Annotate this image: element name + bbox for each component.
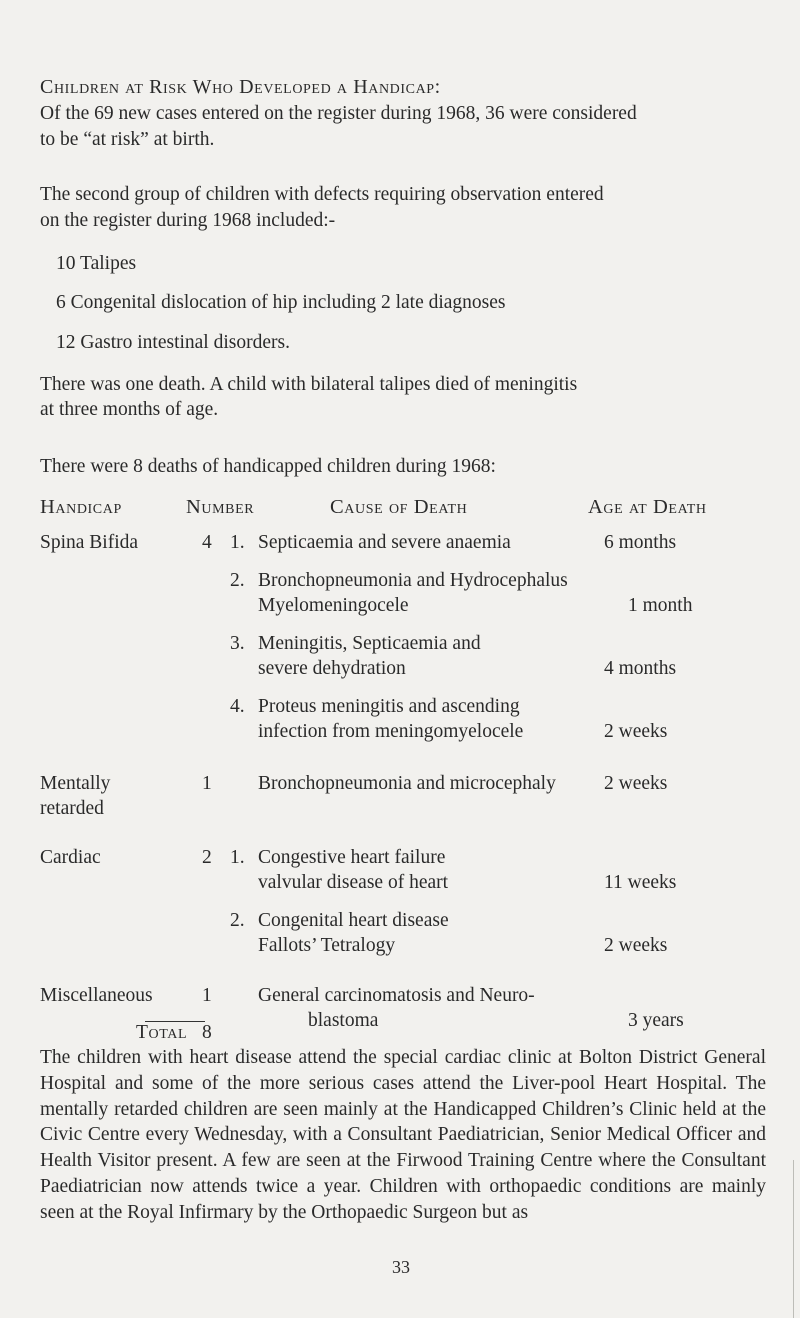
cause-text: Bronchopneumonia and Hydrocephalus (258, 570, 568, 591)
intro-line-2: to be “at risk” at birth. (40, 129, 215, 150)
defect-item: 10 Talipes (56, 253, 137, 274)
cause-number: 4. (230, 696, 245, 717)
number-mentally-retarded: 1 (202, 773, 212, 794)
cause-text: Bronchopneumonia and microcephaly (258, 773, 556, 794)
age-at-death: 6 months (604, 532, 677, 553)
handicap-spina-bifida: Spina Bifida (40, 532, 139, 553)
total-value: 8 (202, 1022, 212, 1043)
col-header-cause: Cause of Death (330, 496, 468, 518)
number-cardiac: 2 (202, 847, 212, 868)
cause-text: Proteus meningitis and ascending (258, 696, 520, 717)
cause-text: General carcinomatosis and Neuro- (258, 985, 535, 1006)
col-header-handicap: Handicap (40, 496, 122, 518)
handicap-cardiac: Cardiac (40, 847, 101, 868)
cause-number: 2. (230, 570, 245, 591)
page-number: 33 (392, 1257, 410, 1277)
cause-text: blastoma (308, 1010, 379, 1031)
handicap-mentally-retarded: Mentally (40, 773, 111, 794)
age-at-death: 1 month (628, 595, 693, 616)
number-miscellaneous: 1 (202, 985, 212, 1006)
final-paragraph: The children with heart disease attend the special cardiac clinic at Bolton District General Hospital and some of the more serious cases attend the Liver-pool Heart Hospital. The mentally retarded children are seen mainly at the Handicapped Children’s Clinic held at the Civic Centre every Wednesday, with a Consultant Paediatrician, Senior Medical Officer and Health Visitor present. A few are seen at the Firwood Training Centre where the Consultant Paediatrician now attends twice a year. Children with orthopaedic conditions are mainly seen at the Royal Infirmary by the Orthopaedic Surgeon but as (40, 1047, 766, 1223)
cause-text: valvular disease of heart (258, 872, 449, 893)
col-header-age: Age at Death (588, 496, 707, 518)
death-para-line-2: at three months of age. (40, 399, 219, 420)
cause-text: Congenital heart disease (258, 910, 449, 931)
cause-number: 1. (230, 847, 245, 868)
scan-edge-line (793, 1160, 794, 1318)
cause-text: Myelomeningocele (258, 595, 409, 616)
cause-number: 1. (230, 532, 245, 553)
col-header-number: Number (186, 496, 255, 518)
defect-item: 12 Gastro intestinal disorders. (56, 332, 290, 353)
cause-text: severe dehydration (258, 658, 406, 679)
second-group-line-2: on the register during 1968 included:- (40, 210, 336, 231)
cause-text: Meningitis, Septicaemia and (258, 633, 481, 654)
age-at-death: 3 years (628, 1010, 684, 1031)
cause-number: 3. (230, 633, 245, 654)
age-at-death: 11 weeks (604, 872, 677, 893)
handicap-mentally-retarded: retarded (40, 798, 104, 819)
total-label: Total (136, 1022, 188, 1043)
age-at-death: 4 months (604, 658, 677, 679)
cause-text: Congestive heart failure (258, 847, 446, 868)
handicap-miscellaneous: Miscellaneous (40, 985, 153, 1006)
cause-text: Septicaemia and severe anaemia (258, 532, 511, 553)
second-group-line-1: The second group of children with defects requiring observation entered (40, 184, 604, 205)
death-para-line-1: There was one death. A child with bilateral talipes died of meningitis (40, 374, 578, 395)
age-at-death: 2 weeks (604, 721, 668, 742)
deaths-intro: There were 8 deaths of handicapped children during 1968: (40, 456, 496, 477)
cause-text: infection from meningomyelocele (258, 721, 524, 742)
defect-item: 6 Congenital dislocation of hip including 2 late diagnoses (56, 292, 506, 313)
number-spina-bifida: 4 (202, 532, 212, 553)
age-at-death: 2 weeks (604, 935, 668, 956)
cause-text: Fallots’ Tetralogy (258, 935, 396, 956)
intro-line-1: Of the 69 new cases entered on the register during 1968, 36 were considered (40, 103, 637, 124)
cause-number: 2. (230, 910, 245, 931)
section-heading: Children at Risk Who Developed a Handicap: (40, 76, 441, 98)
age-at-death: 2 weeks (604, 773, 668, 794)
